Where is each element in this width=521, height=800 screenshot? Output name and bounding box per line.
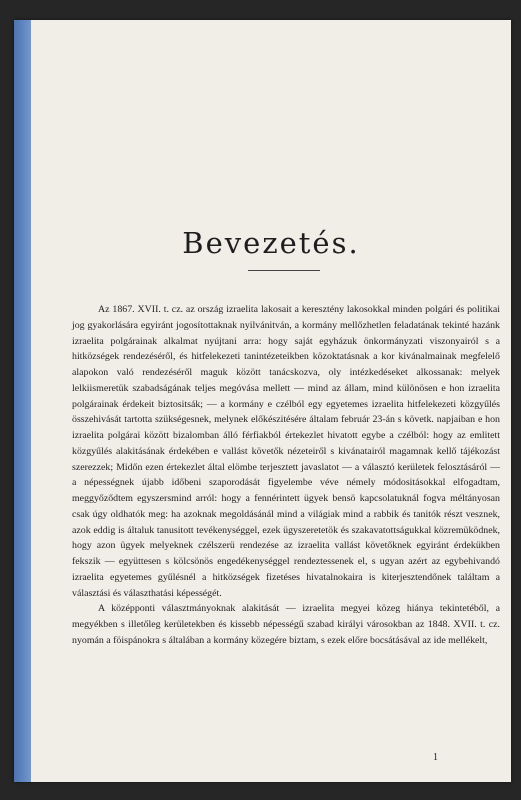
paragraph: Az 1867. XVII. t. cz. az ország izraelita lakosait a keresztény lakosokkal minden polgári és politikai jog gyakorlására egyiránt jogosítottaknak nyilvánitván, a kormány mellőzhetlen feladatának tekinté hazánk izraelita polgárainak alkalmat nyújtani arra: hogy saját egyházuk önkormányzati viszonyairól s a hitközségek rendezéséről, és hitfelekezeti tanintézeteikben közoktatásnak a kor kivánalmainak megfelelő alapokon való rendezéséről maguk között tanácskozva, oly intézkedéseket alkossanak: melyek lelkiismeretük szabadságának teljes megóvása mellett — mind az állam, mind különösen e hon izraelita polgárainak érdekeit biztositsák; — a kormány e czélból egy egyetemes izraelita hitfelekezeti közgyűlés összehivását tartotta szükségesnek, melynek előkészitésére általam február 23-án s követk. napjaiban e hon izraelita polgárai között bizalomban álló férfiakból értekezlet hivatott egybe a czélból: hogy az emlitett közgyűlés alakitásának érdekében e vallást követők nézeteiről s kivánatairól magamnak kellő tájékozást szerezzek; Midőn ezen értekezlet által elömbe terjesztett javaslatot — a választó kerületek felosztásáról — a népességnek újabb időbeni szaporodását figyelembe véve némely módositásokkal elfogadtam, meggyőződtem egyszersmind arról: hogy a fennérintett ügyek bensö kapcsolatuknál fogva méltányosan csak úgy oldhatók meg: ha azoknak megoldásánál mind a világiak mind a rabbik és tanitók részt vesznek, azok eddig is általuk tanusitott tevékenységgel, ezek ügyszeretetök és szakavatottságukkal közremüködnek, hogy azon ügyek melyeknek czélszerü rendezése az izraelita vallást követőknek egyiránt érdekükben fekszik — együttesen s kölcsönös engedékenységgel rendeztessenek el, s ugyan azért az egybehivandó izraelita egyetemes gyűlésnél a hitközségek fizetéses hivatalnokaira is kiterjesztendőnek találtam a választási és választhatási képességét. <box>72 304 500 599</box>
paragraph: A középponti választmányoknak alakitását — izraelita megyei közeg hiánya tekintetéből, a megyékben s illetőleg kerületekben és kissebb népességű szabad királyi városokban az 1848. XVII. t. cz. nyomán a föispánokra s általában a kormány közegére biztam, s ezek előre bocsátásával az ide mellékelt, <box>72 603 500 646</box>
page-title: Bevezetés. <box>182 226 360 260</box>
blue-binding-strip <box>14 20 31 782</box>
title-divider <box>248 270 320 271</box>
document-page <box>14 20 511 782</box>
page-number: 1 <box>433 752 438 763</box>
body-text <box>72 302 500 649</box>
